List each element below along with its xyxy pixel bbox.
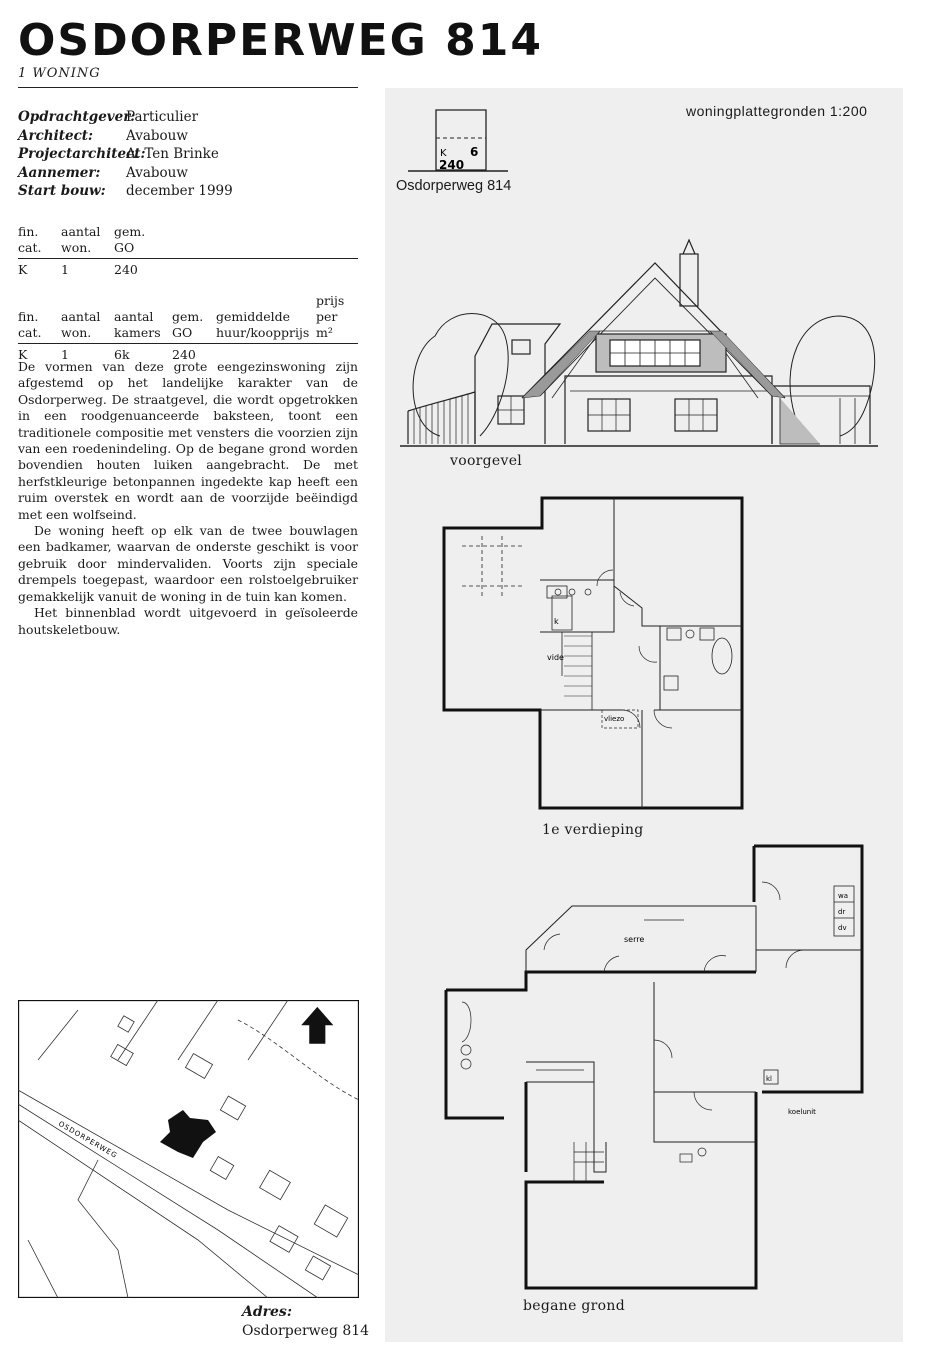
- paragraph: De woning heeft op elk van de twee bouwlagen een badkamer, waarvan de onderste geschikt is voor gebruik door mindervaliden. Voorts zijn speciale drempels toegepast, waardoor een rolstoelgebruiker gemakkelijk vanuit de woning in de tuin kan komen.: [18, 523, 358, 604]
- project-key-symbol: [400, 108, 510, 178]
- paragraph: Het binnenblad wordt uitgevoerd in geïsoleerde houtskeletbouw.: [18, 605, 358, 637]
- site-map: [18, 1000, 359, 1298]
- key-label: Osdorperweg 814: [396, 178, 512, 194]
- ground-floor-caption: begane grond: [523, 1298, 625, 1314]
- table-header: fin. cat.: [18, 224, 61, 259]
- street-label: OSDORPERWEG: [57, 1119, 119, 1161]
- room-label-kl: kl: [766, 1075, 772, 1083]
- room-label-vliezo: vliezo: [604, 715, 625, 723]
- title-divider: [18, 87, 358, 88]
- credit-row-start: [18, 182, 233, 201]
- key-area: 240: [439, 158, 465, 172]
- credit-label: Opdrachtgever:: [18, 109, 136, 125]
- table-header: gemiddelde huur/koopprijs: [216, 293, 316, 344]
- description-text: [18, 359, 358, 638]
- page-title: OSDORPERWEG 814: [18, 15, 543, 66]
- room-label-koelunit: koelunit: [788, 1108, 816, 1116]
- credit-label: Architect:: [18, 127, 94, 144]
- credit-value: A. Ten Brinke: [126, 146, 219, 162]
- credit-label: Projectarchitect:: [18, 146, 146, 162]
- room-label-serre: serre: [624, 935, 645, 944]
- table-header: aantal won.: [61, 224, 114, 259]
- credit-label: Start bouw:: [18, 183, 106, 199]
- credit-value: Particulier: [126, 109, 199, 125]
- page-subtitle: 1 WONING: [18, 66, 101, 81]
- table-header: gem. GO: [114, 224, 358, 259]
- drawing-scale: woningplattegronden 1:200: [686, 103, 868, 119]
- table-cell: K: [18, 262, 28, 277]
- address-value: Osdorperweg 814: [242, 1323, 370, 1339]
- first-floor-plan: [442, 496, 747, 812]
- table-header-row: [18, 224, 358, 259]
- room-label-dv: dv: [838, 924, 847, 932]
- table-header-row: [18, 293, 358, 344]
- credit-row-contractor: [18, 164, 233, 183]
- key-category: K: [440, 148, 447, 159]
- credit-row-project-architect: [18, 145, 233, 164]
- table-cell: 1: [61, 347, 69, 362]
- paragraph: De vormen van deze grote eengezinswoning zijn afgestemd op het landelijke karakter van de Osdorperweg. De straatgevel, die wordt opgetrokken in een roodgenuanceerde baksteen, toont een traditionele compositie met vensters die voorzien zijn van een roedenindeling. Op de begane grond worden bovendien houten luiken aangebracht. De met herfstkleurige betonpannen ingedekte kap heeft een ruim overstek en wordt aan de voorzijde beëindigd met een wolfseind.: [18, 359, 358, 522]
- table-cell: 6k: [114, 347, 130, 362]
- credit-row-architect: [18, 127, 233, 146]
- credit-label: Aannemer:: [18, 164, 101, 181]
- first-floor-caption: 1e verdieping: [542, 822, 644, 838]
- room-label-k: k: [554, 617, 559, 626]
- table-cell: 1: [61, 262, 69, 277]
- table-header: fin. cat.: [18, 293, 61, 344]
- project-credits: [18, 108, 233, 201]
- table-row: [18, 259, 358, 279]
- credit-value: december 1999: [126, 183, 233, 199]
- credit-value: Avabouw: [126, 164, 188, 181]
- address-label: Adres:: [242, 1304, 292, 1320]
- key-count: 6: [470, 145, 479, 159]
- table-header: aantal kamers: [114, 293, 172, 344]
- credit-row-client: [18, 108, 233, 127]
- detail-table: [18, 293, 358, 363]
- room-label-vide: vide: [547, 653, 564, 662]
- table-cell: 240: [114, 262, 138, 277]
- room-label-wa: wa: [838, 892, 849, 900]
- table-header: prijs per m²: [316, 293, 358, 344]
- table-header: gem. GO: [172, 293, 216, 344]
- elevation-caption: voorgevel: [450, 453, 523, 469]
- table-cell: K: [18, 347, 28, 362]
- summary-table: [18, 224, 358, 278]
- table-cell: 240: [172, 347, 196, 362]
- front-elevation-drawing: [400, 236, 880, 452]
- credit-value: Avabouw: [126, 127, 188, 144]
- table-header: aantal won.: [61, 293, 114, 344]
- room-label-dr: dr: [838, 908, 846, 916]
- ground-floor-plan: [444, 842, 869, 1294]
